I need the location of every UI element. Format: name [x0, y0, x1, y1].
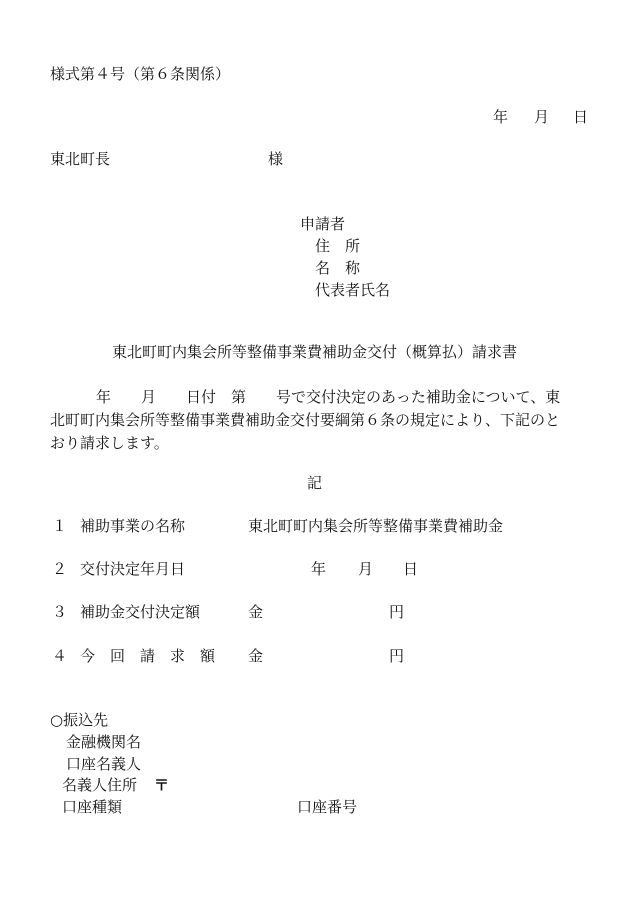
ki-heading: 記 [307, 474, 323, 492]
item-1-label: 補助事業の名称 [80, 517, 186, 535]
date-month: 月 [534, 108, 550, 126]
transfer-bank-name: 金融機関名 [66, 733, 142, 751]
item-3-suffix: 円 [389, 603, 405, 621]
body-line-3: おり請求します。 [50, 434, 169, 452]
form-number: 様式第４号（第６条関係） [50, 65, 231, 83]
item-2-year: 年 [311, 560, 327, 578]
item-4-label: 今 回 請 求 額 [80, 647, 216, 665]
applicant-representative: 代表者氏名 [315, 281, 391, 299]
applicant-heading: 申請者 [300, 215, 346, 233]
transfer-account-holder: 口座名義人 [66, 755, 142, 773]
item-2-day: 日 [403, 560, 419, 578]
item-1-number: １ [52, 517, 68, 535]
item-2-number: ２ [52, 560, 68, 578]
item-4-suffix: 円 [389, 647, 405, 665]
transfer-account-number: 口座番号 [297, 798, 358, 816]
transfer-account-type: 口座種類 [62, 798, 123, 816]
addressee-name: 東北町長 [50, 150, 111, 168]
applicant-name: 名 称 [315, 259, 361, 277]
item-3-prefix: 金 [248, 603, 264, 621]
postal-mark: 〒 [154, 776, 170, 794]
document-title: 東北町町内集会所等整備事業費補助金交付（概算払）請求書 [112, 343, 518, 361]
date-year: 年 [493, 108, 509, 126]
addressee-honorific: 様 [268, 150, 284, 168]
item-3-number: ３ [52, 603, 68, 621]
item-4-number: ４ [52, 647, 68, 665]
transfer-heading: ○振込先 [50, 711, 109, 729]
date-day: 日 [573, 108, 589, 126]
body-line-2: 北町町内集会所等整備事業費補助金交付要綱第６条の規定により、下記のと [50, 411, 561, 429]
item-2-month: 月 [358, 560, 374, 578]
item-2-label: 交付決定年月日 [80, 560, 186, 578]
applicant-address: 住 所 [315, 237, 361, 255]
item-3-label: 補助金交付決定額 [80, 603, 201, 621]
item-4-prefix: 金 [248, 647, 264, 665]
transfer-holder-address: 名義人住所 [62, 776, 138, 794]
item-1-value: 東北町町内集会所等整備事業費補助金 [248, 517, 504, 535]
body-line-1: 年 月 日付 第 号で交付決定のあった補助金について、東 [96, 388, 561, 406]
